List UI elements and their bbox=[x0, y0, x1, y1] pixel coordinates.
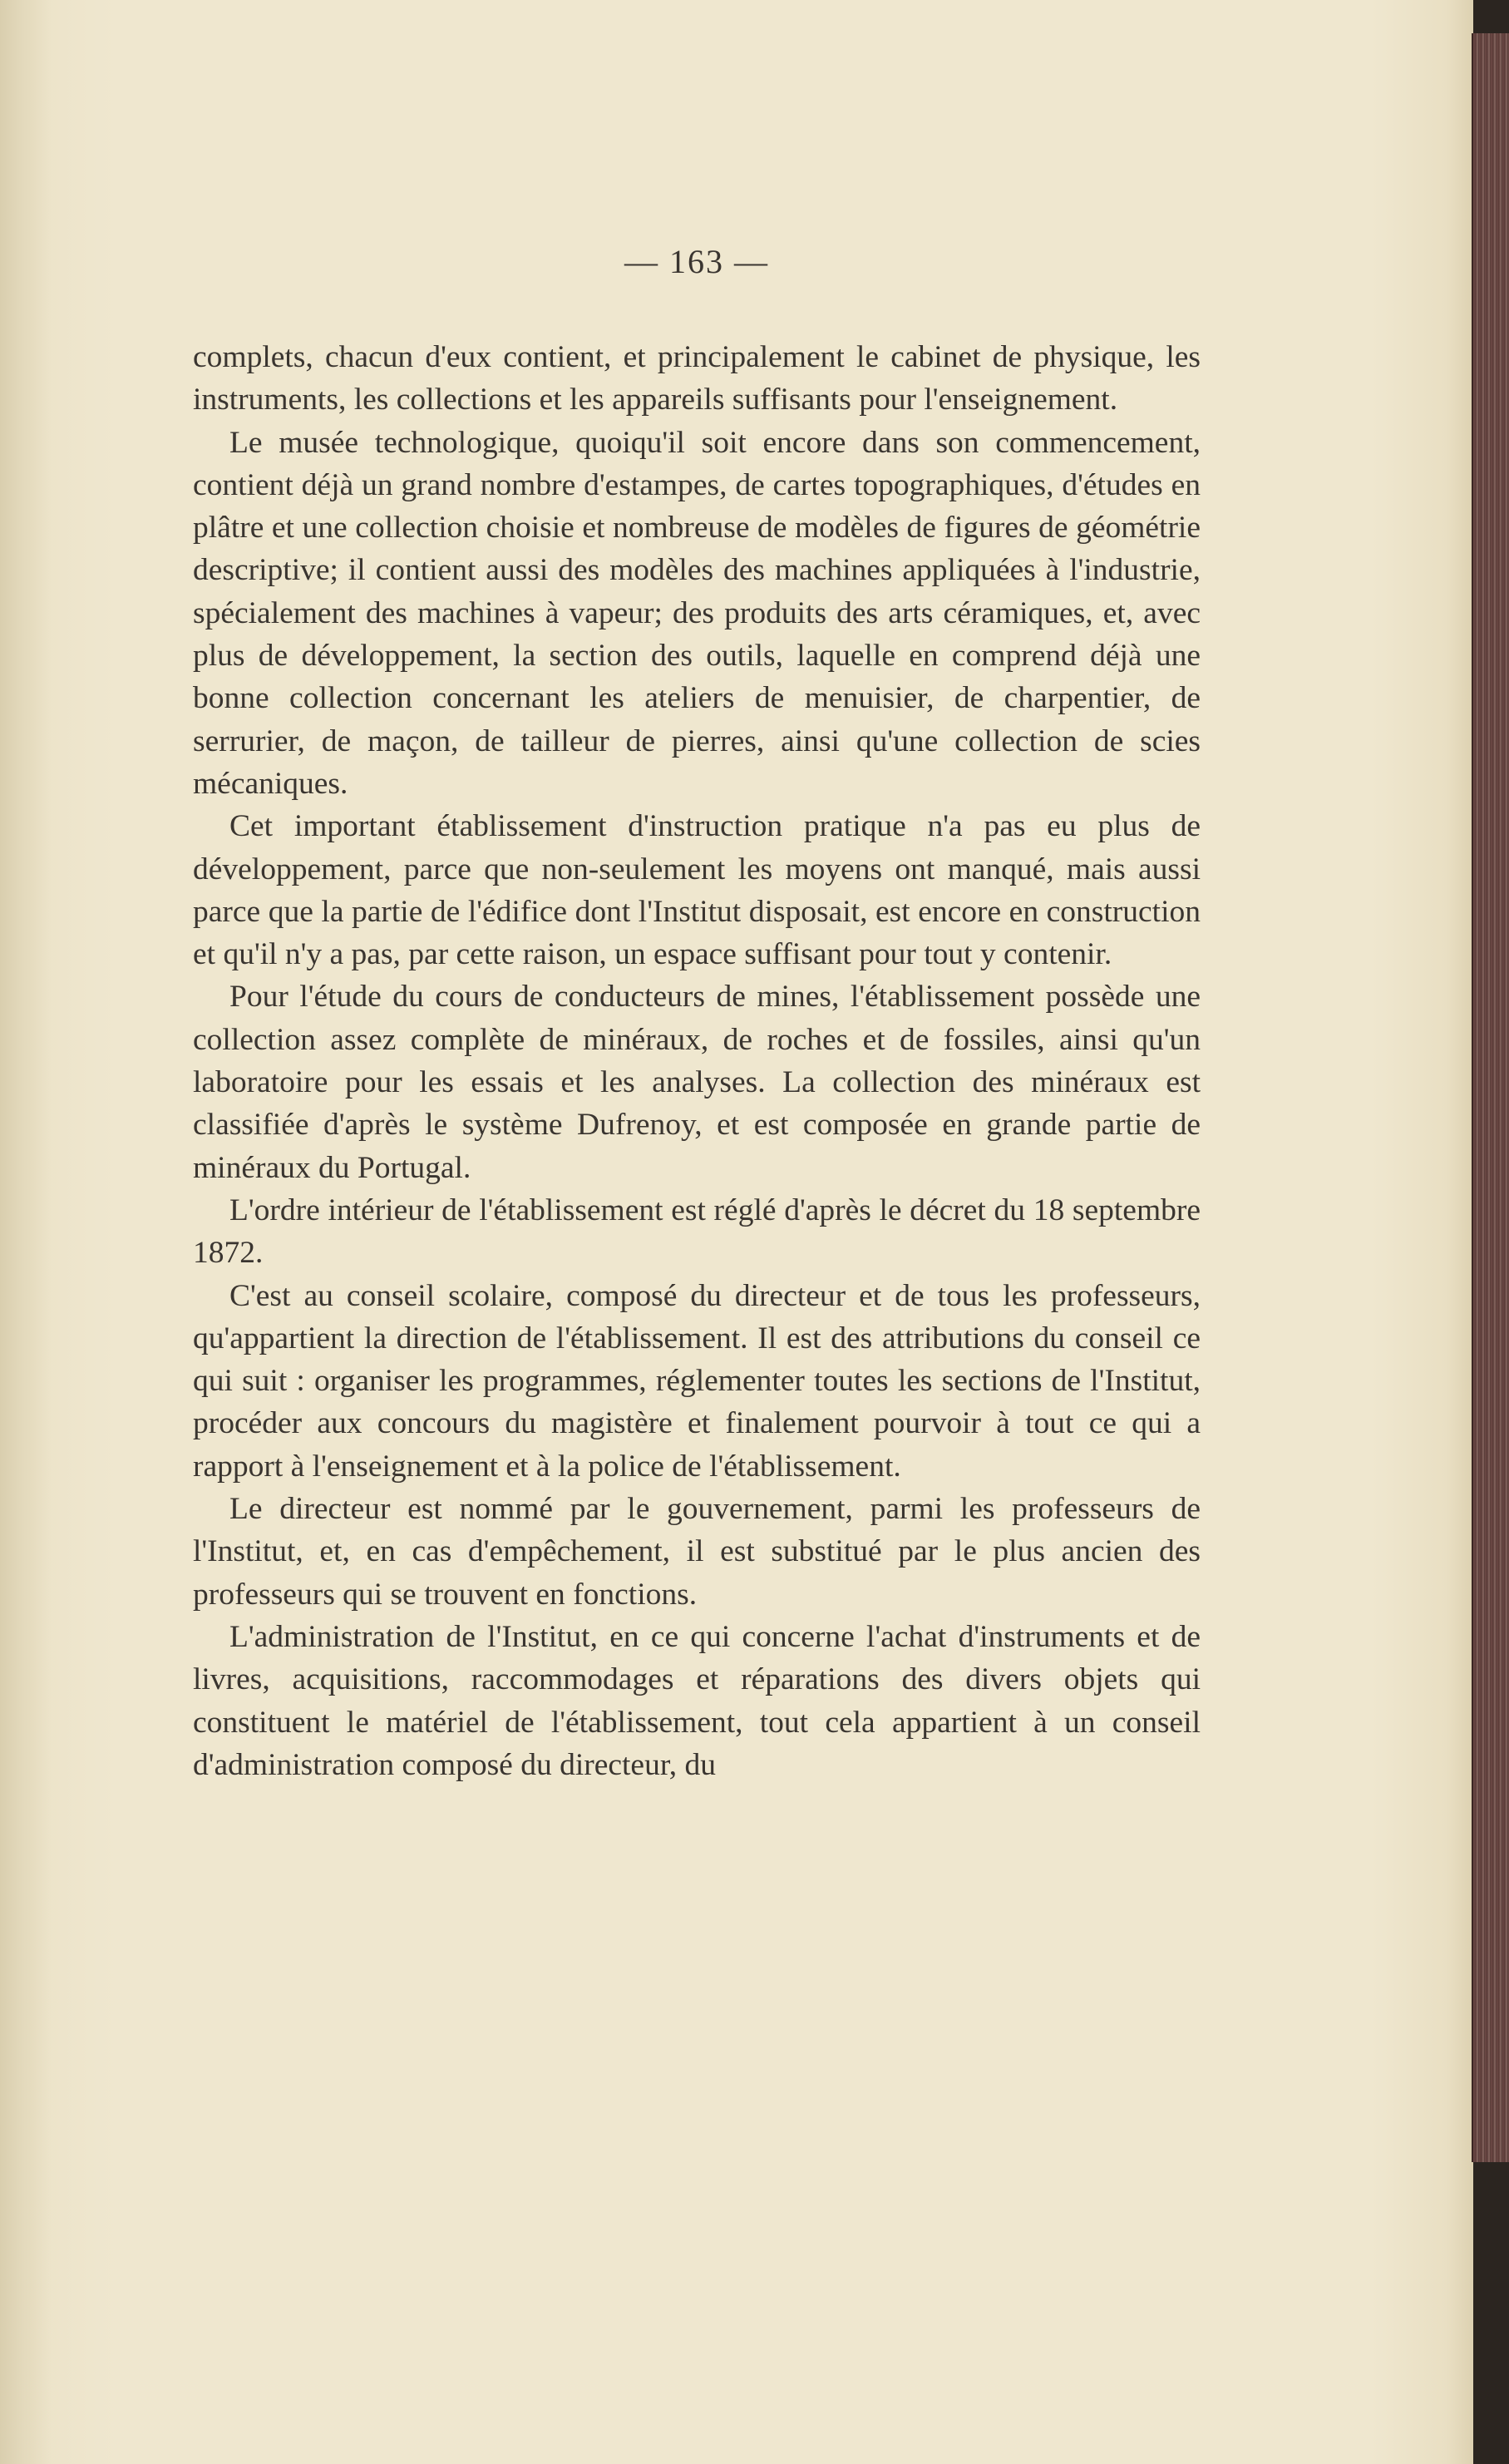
paragraph-6: C'est au conseil scolaire, composé du directeur et de tous les professeurs, qu'appartient la direction de l'établissement. Il est des attributions du conseil ce qui suit : organiser les programmes, réglementer toutes les sections de l'Institut, procéder aux concours du magistère et finalement pourvoir à tout ce qui a rapport à l'enseignement et à la police de l'établissement. bbox=[193, 1278, 1201, 1484]
paragraph-8: L'administration de l'Institut, en ce qui concerne l'achat d'instruments et de livres, acquisitions, raccommodages et réparations des divers objets qui constituent le matériel de l'établissement, tout cela appartient à un conseil d'administration composé du directeur, du bbox=[193, 1619, 1201, 1782]
book-cover-edge bbox=[1473, 2162, 1509, 2464]
paragraph-5: L'ordre intérieur de l'établissement est réglé d'après le décret du 18 septembre 1872. bbox=[193, 1192, 1201, 1271]
page-gutter bbox=[0, 0, 52, 2464]
book-page-edges bbox=[1472, 33, 1509, 2162]
paragraph-3: Cet important établissement d'instruction pratique n'a pas eu plus de développement, parce que non-seulement les moyens ont manqué, mais aussi parce que la partie de l'édifice dont l'Institut disposait, est encore en construction et qu'il n'y a pas, par cette raison, un espace suffisant pour tout y contenir. bbox=[193, 809, 1201, 972]
paragraph-7: Le directeur est nommé par le gouvernement, parmi les professeurs de l'Institut, et, en cas d'empêchement, il est substitué par le plus ancien des professeurs qui se trouvent en fonctions. bbox=[193, 1492, 1201, 1612]
paragraph-2: Le musée technologique, quoiqu'il soit encore dans son commencement, contient déjà un grand nombre d'estampes, de cartes topographiques, d'études en plâtre et une collection choisie et nombreuse de modèles de figures de géométrie descriptive; il contient aussi des modèles des machines appliquées à l'industrie, spécialement des machines à vapeur; des produits des arts céramiques, et, avec plus de développement, la section des outils, laquelle en comprend déjà une bonne collection concernant les ateliers de menuisier, de charpentier, de serrurier, de maçon, de tailleur de pierres, ainsi qu'une collection de scies mécaniques. bbox=[193, 425, 1201, 801]
page-number: — 163 — bbox=[624, 243, 769, 280]
paragraph-4: Pour l'étude du cours de conducteurs de mines, l'établissement possède une collection assez complète de minéraux, de roches et de fossiles, ainsi qu'un laboratoire pour les essais et les analyses. La collection des minéraux est classifiée d'après le système Dufrenoy, et est composée en grande partie de minéraux du Portugal. bbox=[193, 980, 1201, 1185]
page-text-block bbox=[193, 241, 1201, 1786]
paragraph-1: complets, chacun d'eux contient, et principalement le cabinet de physique, les instruments, les collections et les appareils suffisants pour l'enseignement. bbox=[193, 340, 1201, 417]
